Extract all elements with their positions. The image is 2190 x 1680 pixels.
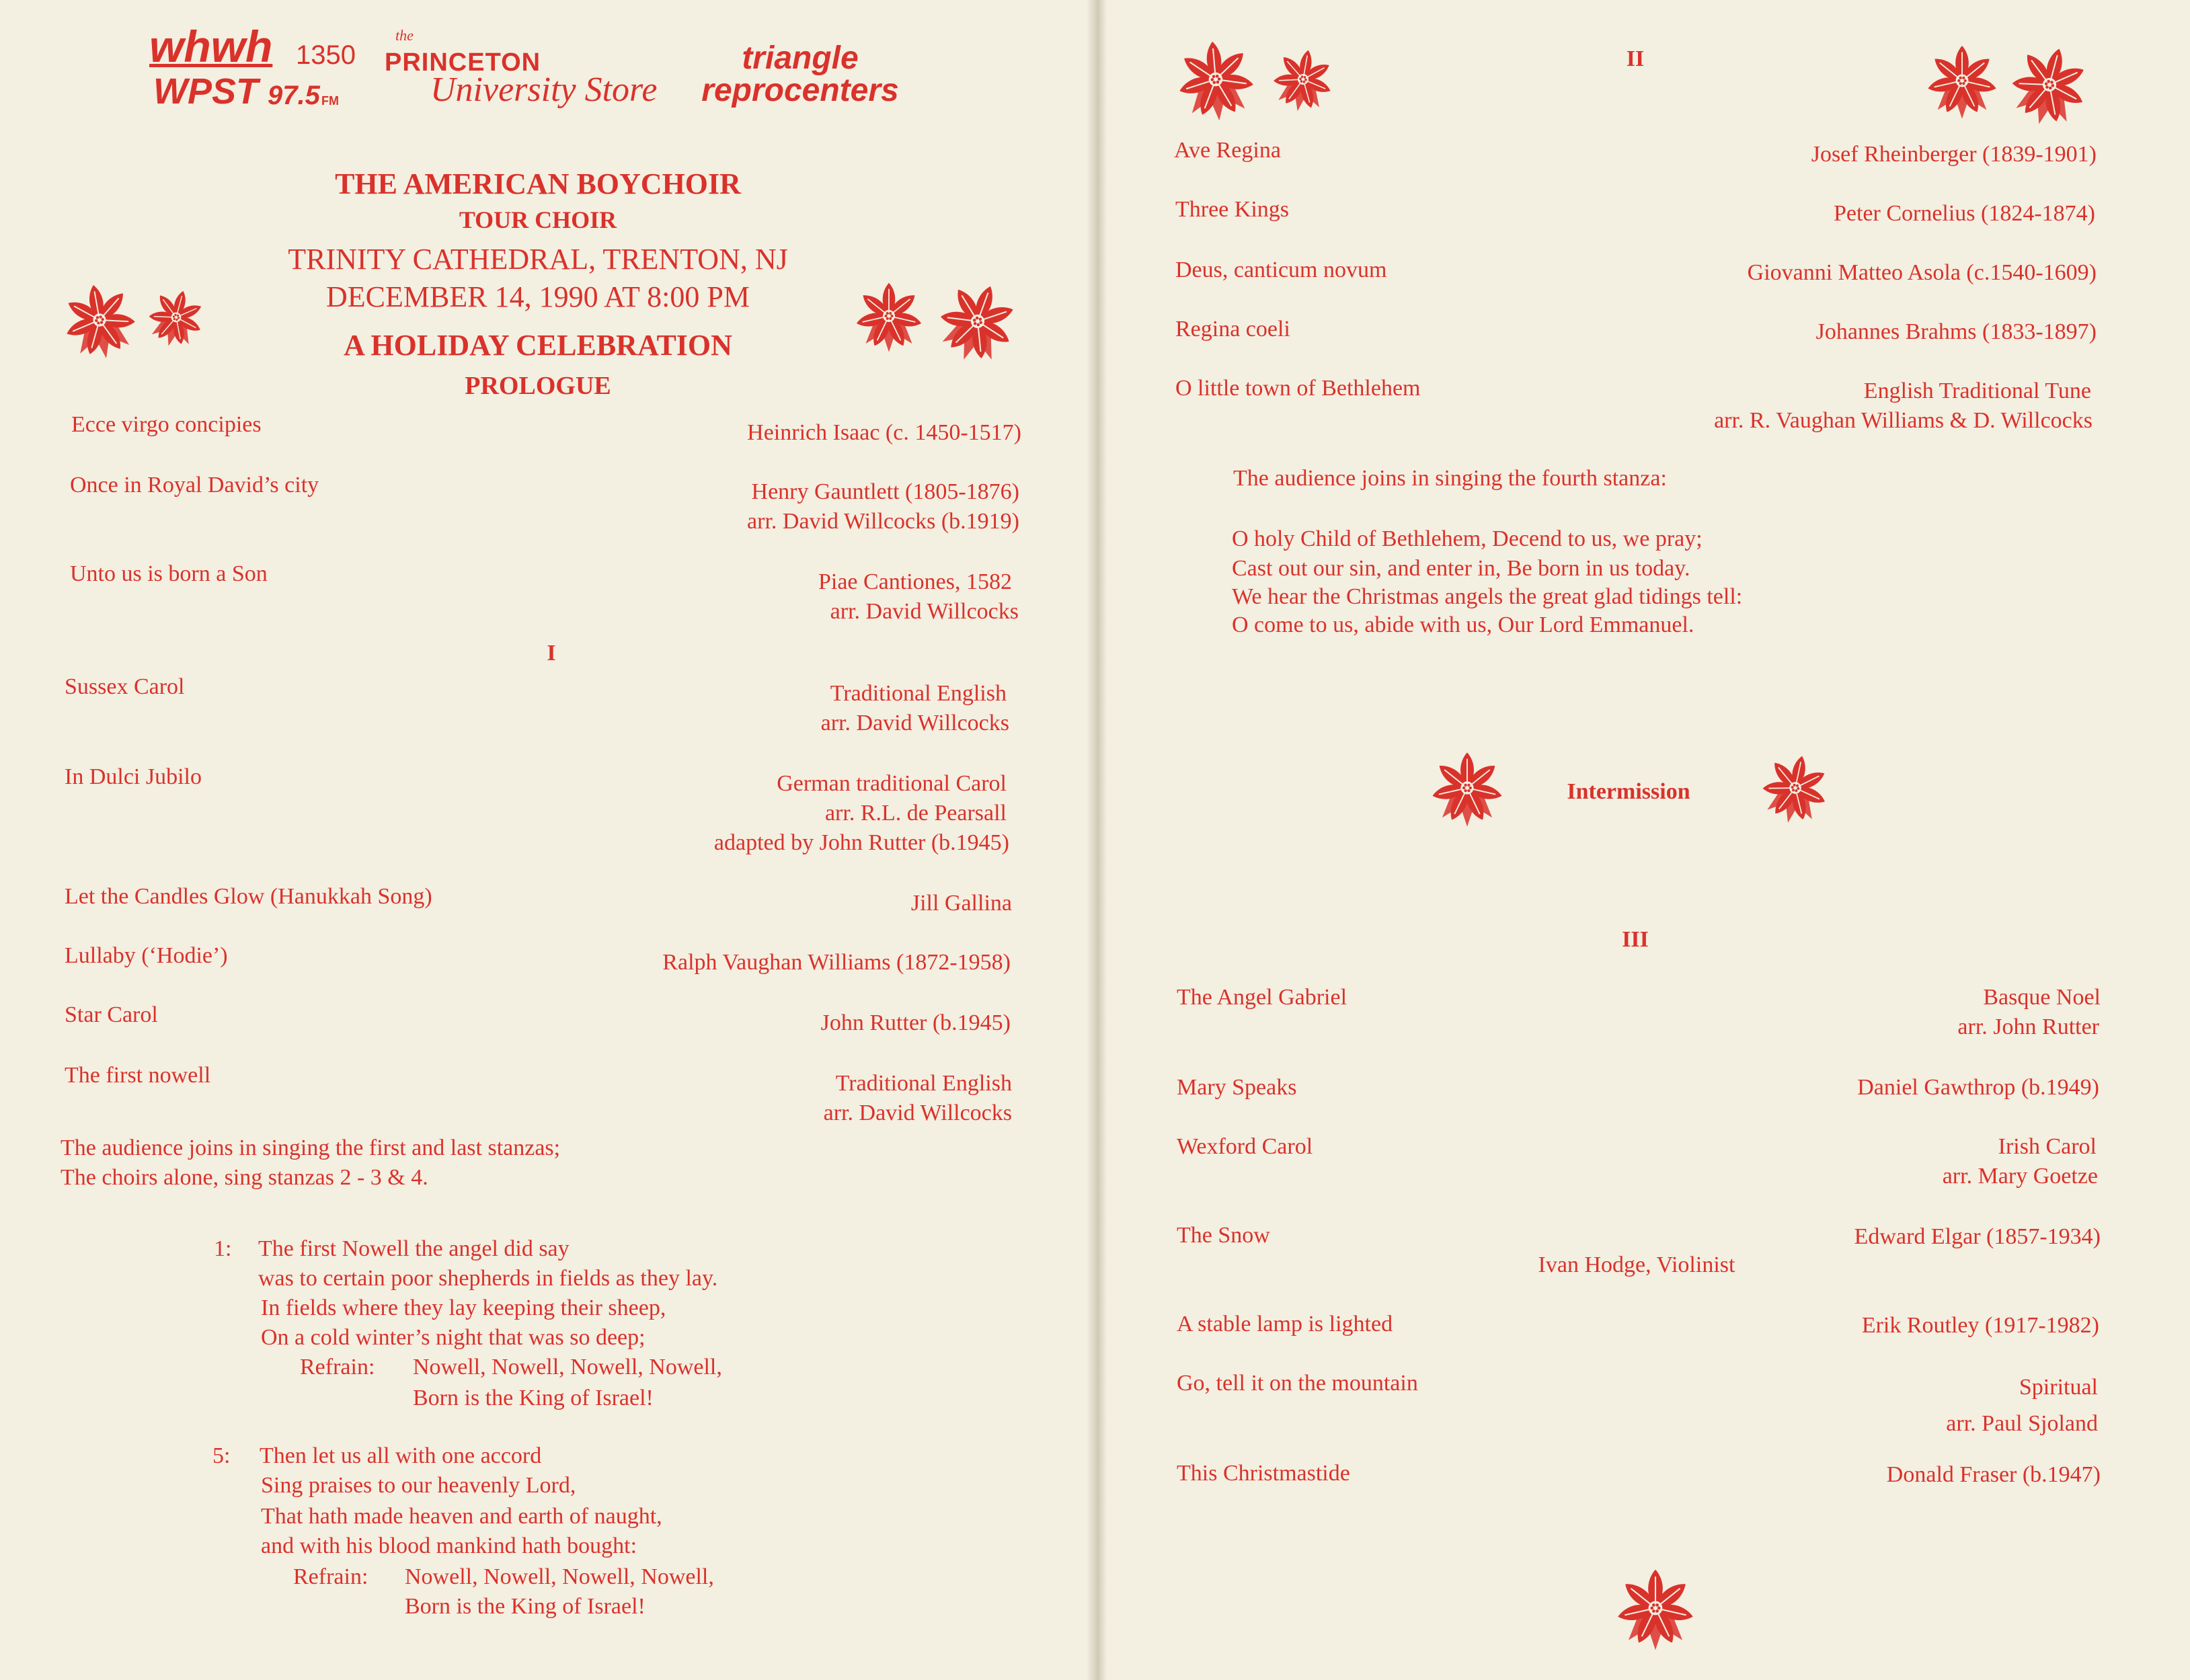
poinsettia-icon <box>1427 748 1508 828</box>
program-composer: Josef Rheinberger (1839-1901) <box>1811 142 2097 167</box>
stanza-number: 1: <box>214 1236 232 1261</box>
program-composer: Ralph Vaughan Williams (1872-1958) <box>662 950 1011 975</box>
program-composer: Basque Noel <box>1983 985 2101 1010</box>
program-composer: John Rutter (b.1945) <box>820 1010 1011 1035</box>
program-arranger: arr. R.L. de Pearsall <box>824 801 1007 826</box>
lyric-line: O holy Child of Bethlehem, Decend to us, we pray; <box>1232 526 1703 551</box>
poinsettia-icon <box>1922 41 2002 120</box>
program-title: Star Carol <box>65 1002 158 1027</box>
program-composer: Heinrich Isaac (c. 1450-1517) <box>747 420 1021 445</box>
refrain-label: Refrain: <box>300 1355 375 1379</box>
program-composer: Henry Gauntlett (1805-1876) <box>751 479 1019 504</box>
poinsettia-icon <box>59 280 140 360</box>
lyric-line: Cast out our sin, and enter in, Be born in us today. <box>1232 556 1690 581</box>
celebration-title: A HOLIDAY CELEBRATION <box>344 329 732 362</box>
lyric-line: In fields where they lay keeping their sheep, <box>261 1295 666 1320</box>
program-arranger: arr. David Willcocks <box>823 1101 1012 1125</box>
program-arranger: arr. John Rutter <box>1957 1014 2099 1039</box>
lyric-line: O come to us, abide with us, Our Lord Emmanuel. <box>1232 612 1694 637</box>
choir-name: THE AMERICAN BOYCHOIR <box>335 167 741 200</box>
program-title: Lullaby (‘Hodie’) <box>65 943 228 968</box>
program-composer: Irish Carol <box>1998 1134 2097 1159</box>
program-composer: Peter Cornelius (1824-1874) <box>1833 201 2095 226</box>
audience-note: The audience joins in singing the fourth stanza: <box>1233 466 1667 491</box>
poinsettia-icon <box>2007 42 2092 127</box>
program-title: Three Kings <box>1175 197 1290 222</box>
wpst-frequency: 97.5 <box>268 81 320 110</box>
program-arranger: arr. David Willcocks <box>820 711 1009 735</box>
program-arranger: arr. David Willcocks <box>830 599 1019 624</box>
store-script: University Store <box>430 71 658 109</box>
section-heading-i: I <box>547 641 556 666</box>
whwh-frequency: 1350 <box>296 40 356 70</box>
refrain-line: Nowell, Nowell, Nowell, Nowell, <box>413 1355 722 1379</box>
triangle-logo-line1: triangle <box>742 40 859 76</box>
whwh-logo: whwh <box>149 22 273 71</box>
program-title: Unto us is born a Son <box>70 561 268 586</box>
program-title: Deus, canticum novum <box>1175 257 1387 282</box>
prologue-heading: PROLOGUE <box>465 372 611 400</box>
lyric-line: The first Nowell the angel did say <box>258 1236 570 1261</box>
program-title: Regina coeli <box>1175 317 1290 342</box>
triangle-logo-line2: reprocenters <box>701 73 899 108</box>
program-arranger: arr. Paul Sjoland <box>1946 1411 2098 1436</box>
lyric-line: and with his blood mankind hath bought: <box>261 1533 637 1558</box>
refrain-line: Born is the King of Israel! <box>413 1386 654 1410</box>
lyric-line: We hear the Christmas angels the great glad tidings tell: <box>1232 584 1743 609</box>
refrain-label: Refrain: <box>293 1564 368 1589</box>
program-composer: Johannes Brahms (1833-1897) <box>1815 319 2097 344</box>
wpst-logo: WPST <box>153 71 258 112</box>
program-title: In Dulci Jubilo <box>65 764 202 789</box>
program-composer: Daniel Gawthrop (b.1949) <box>1857 1075 2099 1100</box>
store-name: PRINCETON <box>385 48 541 77</box>
program-composer: Donald Fraser (b.1947) <box>1886 1462 2101 1487</box>
program-arranger: arr. R. Vaughan Williams & D. Willcocks <box>1714 408 2093 433</box>
program-arranger: arr. Mary Goetze <box>1942 1164 2098 1189</box>
program-title: The Snow <box>1177 1223 1270 1248</box>
program-title: O little town of Bethlehem <box>1175 376 1421 401</box>
poinsettia-icon <box>1758 751 1832 825</box>
lyric-line: On a cold winter’s night that was so deep; <box>261 1325 646 1350</box>
program-title: The Angel Gabriel <box>1177 985 1347 1010</box>
poinsettia-icon <box>145 286 207 348</box>
lyric-line: Then let us all with one accord <box>260 1443 542 1468</box>
store-the: the <box>395 27 414 44</box>
poinsettia-icon <box>935 279 1020 364</box>
intermission-label: Intermission <box>1567 779 1690 804</box>
program-title: Sussex Carol <box>65 674 185 699</box>
lyric-line: That hath made heaven and earth of naught, <box>261 1504 662 1529</box>
refrain-line: Nowell, Nowell, Nowell, Nowell, <box>405 1564 714 1589</box>
concert-date: DECEMBER 14, 1990 AT 8:00 PM <box>326 280 750 313</box>
lyric-line: was to certain poor shepherds in fields as they lay. <box>258 1266 718 1291</box>
program-title: Wexford Carol <box>1177 1134 1313 1159</box>
program-composer: German traditional Carol <box>777 771 1007 796</box>
wpst-band: FM <box>321 94 339 108</box>
program-arranger: arr. David Willcocks (b.1919) <box>747 509 1019 534</box>
program-composer: Traditional English <box>835 1071 1012 1096</box>
program-composer: Giovanni Matteo Asola (c.1540-1609) <box>1747 260 2097 285</box>
program-title: The first nowell <box>65 1063 211 1088</box>
refrain-line: Born is the King of Israel! <box>405 1594 646 1619</box>
program-title: Ecce virgo concipies <box>71 412 262 437</box>
tour-choir: TOUR CHOIR <box>459 206 617 233</box>
audience-note: The choirs alone, sing stanzas 2 - 3 & 4. <box>61 1165 428 1190</box>
poinsettia-icon <box>1269 46 1337 113</box>
soloist: Ivan Hodge, Violinist <box>1538 1252 1735 1277</box>
program-composer: Jill Gallina <box>910 891 1012 916</box>
section-heading-iii: III <box>1622 927 1649 952</box>
lyric-line: Sing praises to our heavenly Lord, <box>261 1473 576 1498</box>
poinsettia-icon <box>1612 1564 1699 1652</box>
program-title: Go, tell it on the mountain <box>1177 1371 1418 1396</box>
poinsettia-icon <box>1173 36 1259 122</box>
program-title: Let the Candles Glow (Hanukkah Song) <box>65 884 432 909</box>
section-heading-ii: II <box>1626 46 1645 71</box>
poinsettia-icon <box>851 278 927 354</box>
program-composer: Erik Routley (1917-1982) <box>1861 1313 2099 1338</box>
binding-gutter <box>1087 0 1107 1680</box>
program-title: This Christmastide <box>1177 1461 1350 1486</box>
program-title: A stable lamp is lighted <box>1177 1312 1393 1336</box>
program-adapter: adapted by John Rutter (b.1945) <box>713 830 1009 855</box>
program-composer: Edward Elgar (1857-1934) <box>1854 1224 2101 1249</box>
program-title: Ave Regina <box>1174 138 1281 163</box>
program-composer: Traditional English <box>830 681 1007 706</box>
program-composer: English Traditional Tune <box>1863 378 2091 403</box>
audience-note: The audience joins in singing the first and last stanzas; <box>61 1135 561 1160</box>
program-composer: Piae Cantiones, 1582 <box>818 569 1012 594</box>
program-title: Once in Royal David’s city <box>70 473 319 497</box>
program-title: Mary Speaks <box>1177 1075 1297 1100</box>
venue: TRINITY CATHEDRAL, TRENTON, NJ <box>288 243 788 276</box>
program-composer: Spiritual <box>2019 1375 2098 1400</box>
stanza-number: 5: <box>212 1443 231 1468</box>
